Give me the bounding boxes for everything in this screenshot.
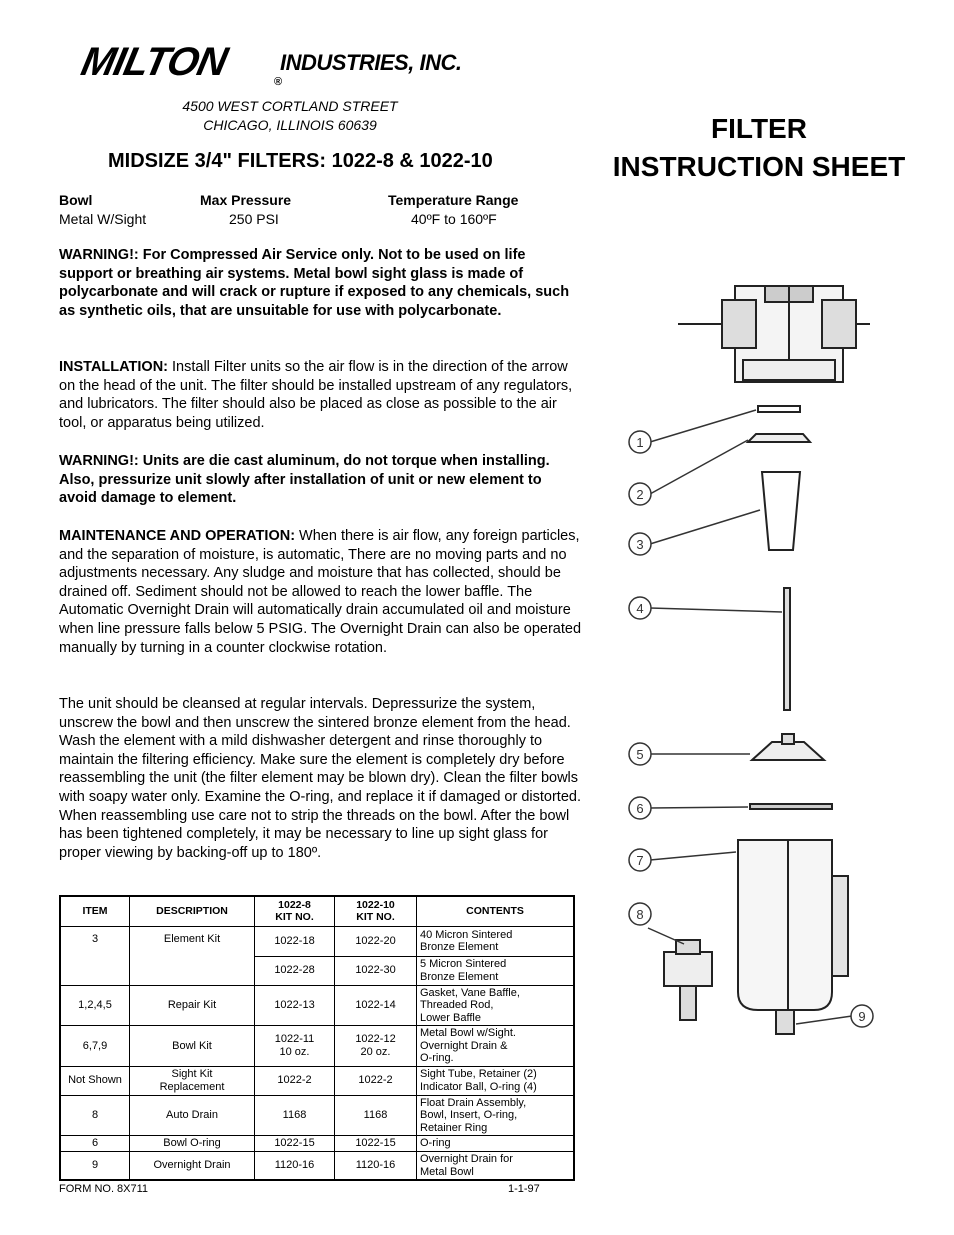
company-address xyxy=(130,97,450,135)
cell-description: Bowl Kit xyxy=(130,1026,255,1067)
cell-description: Bowl O-ring xyxy=(130,1136,255,1152)
cell-item: 6 xyxy=(60,1136,130,1152)
column-header-kit-8: 1022-8 KIT NO. xyxy=(255,896,335,926)
cell-kit-10: 1168 xyxy=(335,1095,417,1136)
callout-2-label: 2 xyxy=(636,487,644,502)
cell-kit-10: 1022-15 xyxy=(335,1136,417,1152)
cleaning-paragraph: The unit should be cleansed at regular intervals. Depressurize the system, unscrew the bowl and then unscrew the sintered bronze element from the head. Wash the element with a mild dishwasher detergent and rinse thoroughly to maintain the filtering efficiency. Make sure the element is completely dry before reassembling the unit (the filter element may be blown dry). Clean the filter bowls with soapy water only. Examine the O-ring, and replace it if damaged or distorted. When reassembling use care not to strip the threads on the bowl. After the bowl has been tightened completely, it may be necessary to line up sight glass for proper viewing by backing-off up to 180º. xyxy=(59,696,581,861)
cell-kit-10: 1120-16 xyxy=(335,1152,417,1181)
cell-kit-10: 1022-2 xyxy=(335,1066,417,1095)
spec-value-pressure: 250 PSI xyxy=(229,211,279,227)
auto-drain-drawing xyxy=(664,940,712,1020)
column-header-contents: CONTENTS xyxy=(417,896,575,926)
cell-kit-8: 1022-28 xyxy=(255,956,335,985)
callout-9-label: 9 xyxy=(858,1009,866,1024)
cell-description: Sight Kit Replacement xyxy=(130,1066,255,1095)
cell-kit-10: 1022-20 xyxy=(335,926,417,956)
registered-mark: ® xyxy=(274,76,283,88)
table-row xyxy=(60,985,574,1026)
bowl-oring-drawing xyxy=(750,804,832,809)
spec-header-bowl: Bowl xyxy=(59,192,93,208)
spec-value-bowl: Metal W/Sight xyxy=(59,211,147,227)
cell-item: 8 xyxy=(60,1095,130,1136)
spec-header-pressure: Max Pressure xyxy=(200,192,292,208)
cell-contents: Gasket, Vane Baffle, Threaded Rod, Lower Baffle xyxy=(417,985,575,1026)
column-header-kit-10: 1022-10 KIT NO. xyxy=(335,896,417,926)
company-name: INDUSTRIES, INC. xyxy=(280,50,462,75)
spec-header-temperature: Temperature Range xyxy=(388,192,519,208)
metal-bowl-drawing xyxy=(738,840,848,1034)
parts-table xyxy=(59,895,575,1181)
cell-kit-8: 1022-2 xyxy=(255,1066,335,1095)
callout-1-label: 1 xyxy=(636,435,644,450)
logo-wordmark: MILTON xyxy=(77,40,231,84)
cell-kit-8: 1120-16 xyxy=(255,1152,335,1181)
cell-contents: 40 Micron Sintered Bronze Element xyxy=(417,926,575,956)
callout-8-label: 8 xyxy=(636,907,644,922)
form-date: 1-1-97 xyxy=(508,1183,540,1195)
column-header-item: ITEM xyxy=(60,896,130,926)
column-header-description: DESCRIPTION xyxy=(130,896,255,926)
cell-kit-10: 1022-12 20 oz. xyxy=(335,1026,417,1067)
cell-kit-10: 1022-14 xyxy=(335,985,417,1026)
table-row xyxy=(60,926,574,956)
callout-4-label: 4 xyxy=(636,601,644,616)
cell-item: 9 xyxy=(60,1152,130,1181)
maintenance-heading: MAINTENANCE AND OPERATION: xyxy=(59,528,296,544)
cell-kit-10: 1022-30 xyxy=(335,956,417,985)
maintenance-body: When there is air flow, any foreign particles, and the separation of moisture, is automatic, There are no moving parts and no adjustments necessary. Any sludge and moisture that has collected, should be drained off. Sediment should not be allowed to reach the lower baffle. The Automatic Overnight Drain will automatically drain accumulated oil and moisture when line pressure falls below 5 PSIG. The Overnight Drain can also be operated manually by turning in a counter clockwise rotation. xyxy=(59,528,582,656)
table-row xyxy=(60,1095,574,1136)
product-subtitle: MIDSIZE 3/4" FILTERS: 1022-8 & 1022-10 xyxy=(108,150,493,172)
callout-5-label: 5 xyxy=(636,747,644,762)
gasket-part-drawing xyxy=(758,406,800,412)
callout-3-label: 3 xyxy=(636,537,644,552)
cell-kit-8: 1022-13 xyxy=(255,985,335,1026)
warning-compressed-air: WARNING!: For Compressed Air Service only. Not to be used on life support or breathing air systems. Metal bowl sight glass is made of polycarbonate and will crack or rupture if exposed to any chemicals, such as synthetic oils, that are unsuitable for use with polycarbonate. xyxy=(59,247,570,319)
exploded-parts-diagram xyxy=(600,190,930,1230)
cell-contents: Overnight Drain for Metal Bowl xyxy=(417,1152,575,1181)
cell-kit-8: 1022-11 10 oz. xyxy=(255,1026,335,1067)
callout-6-label: 6 xyxy=(636,801,644,816)
filter-element-drawing xyxy=(762,472,800,550)
filter-head-drawing xyxy=(678,286,870,382)
cell-contents: Float Drain Assembly, Bowl, Insert, O-ring, Retainer Ring xyxy=(417,1095,575,1136)
table-row xyxy=(60,1152,574,1181)
cell-description: Overnight Drain xyxy=(130,1152,255,1181)
cell-description: Repair Kit xyxy=(130,985,255,1026)
warning-die-cast: WARNING!: Units are die cast aluminum, do not torque when installing. Also, pressurize unit slowly after installation of unit or new element to avoid damage to element. xyxy=(59,453,550,507)
vane-baffle-drawing xyxy=(748,434,810,442)
cell-kit-8: 1022-18 xyxy=(255,926,335,956)
installation-heading: INSTALLATION: xyxy=(59,359,168,375)
cell-description: Element Kit xyxy=(130,926,255,985)
maintenance-section xyxy=(59,527,583,657)
sheet-title xyxy=(580,110,938,186)
table-row xyxy=(60,1136,574,1152)
table-row xyxy=(60,1066,574,1095)
sheet-title-line-2: INSTRUCTION SHEET xyxy=(612,151,906,182)
callout-7-label: 7 xyxy=(636,853,644,868)
form-number: FORM NO. 8X711 xyxy=(59,1183,149,1195)
installation-section xyxy=(59,358,583,432)
table-row xyxy=(60,1026,574,1067)
cell-item: 1,2,4,5 xyxy=(60,985,130,1026)
cell-description: Auto Drain xyxy=(130,1095,255,1136)
cell-item: 3 xyxy=(60,926,130,985)
cell-contents: O-ring xyxy=(417,1136,575,1152)
threaded-rod-drawing xyxy=(784,588,790,710)
installation-body: Install Filter units so the air flow is in the direction of the arrow on the head of the unit. The filter should be installed upstream of any regulators, and lubricators. The filter should also be placed as close as possible to the air tool, or apparatus being utilized. xyxy=(59,359,573,431)
cell-item: 6,7,9 xyxy=(60,1026,130,1067)
table-header-row xyxy=(60,896,574,926)
cell-contents: Sight Tube, Retainer (2) Indicator Ball, O-ring (4) xyxy=(417,1066,575,1095)
cell-contents: 5 Micron Sintered Bronze Element xyxy=(417,956,575,985)
address-line-1: 4500 WEST CORTLAND STREET xyxy=(182,98,398,114)
cell-kit-8: 1168 xyxy=(255,1095,335,1136)
cell-contents: Metal Bowl w/Sight. Overnight Drain & O-ring. xyxy=(417,1026,575,1067)
company-logo xyxy=(62,34,492,104)
cell-kit-8: 1022-15 xyxy=(255,1136,335,1152)
spec-value-temperature: 40ºF to 160ºF xyxy=(411,211,497,227)
cell-item: Not Shown xyxy=(60,1066,130,1095)
address-line-2: CHICAGO, ILLINOIS 60639 xyxy=(203,117,377,133)
sheet-title-line-1: FILTER xyxy=(711,113,807,144)
